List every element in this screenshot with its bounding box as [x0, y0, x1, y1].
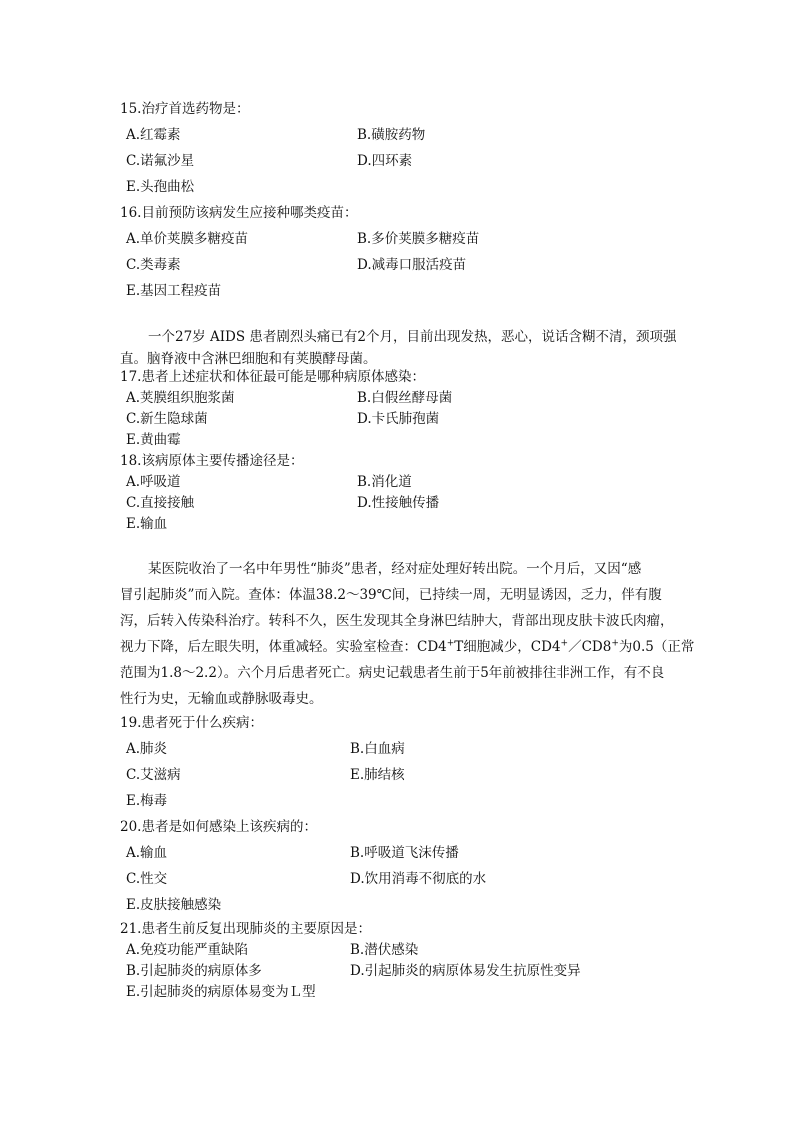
question-21-option-a: A.免疫功能严重缺陷 — [126, 942, 249, 958]
case-3-line-4-part-c: ／CD8 — [568, 639, 612, 655]
question-17-option-e: E.黄曲霉 — [126, 432, 181, 448]
question-21-option-e: E.引起肺炎的病原体易变为Ｌ型 — [126, 984, 316, 1000]
question-17-option-d: D.卡氏肺孢菌 — [357, 411, 440, 427]
case-3-line-4-part-d: 为0.5（正常 — [618, 639, 695, 655]
question-20-option-d: D.饮用消毒不彻底的水 — [350, 871, 487, 887]
question-21-option-b: B.潜伏感染 — [350, 942, 419, 958]
case-2-line-1: 一个27岁 AIDS 患者剧烈头痛已有2个月，目前出现发热，恶心，说话含糊不清，颈项强 — [148, 329, 677, 345]
question-16-option-a: A.单价荚膜多糖疫苗 — [126, 231, 249, 247]
question-18-option-c: C.直接接触 — [126, 495, 195, 511]
question-16-option-e: E.基因工程疫苗 — [126, 283, 222, 299]
question-19-option-a: A.肺炎 — [126, 741, 168, 757]
cd8-superscript: + — [611, 638, 619, 649]
question-20-option-b: B.呼吸道飞沫传播 — [350, 845, 459, 861]
case-3-line-3: 泻，后转入传染科治疗。转科不久，医生发现其全身淋巴结肿大，背部出现皮肤卡波氏肉瘤， — [120, 613, 674, 629]
question-16-option-b: B.多价荚膜多糖疫苗 — [357, 231, 480, 247]
question-17-option-b: B.白假丝酵母菌 — [357, 390, 453, 406]
case-paragraph-hiv-patient — [120, 556, 695, 712]
question-19-option-b: B.白血病 — [350, 741, 405, 757]
question-21-stem: 21.患者生前反复出现肺炎的主要原因是： — [120, 921, 371, 937]
case-3-line-6: 性行为史，无输血或静脉吸毒史。 — [120, 691, 323, 707]
question-21-option-d: D.引起肺炎的病原体易发生抗原性变异 — [350, 963, 581, 979]
question-15-option-d: D.四环素 — [357, 153, 413, 169]
case-3-line-4-part-a: 视力下降，后左眼失明，体重减轻。实验室检查：CD4 — [120, 639, 447, 655]
question-19-stem: 19.患者死于什么疾病： — [120, 715, 263, 731]
case-3-line-5: 范围为1.8～2.2）。六个月后患者死亡。病史记载患者生前于5年前被排往非洲工作，有不良 — [120, 665, 665, 681]
case-3-line-1: 某医院收治了一名中年男性“肺炎”患者，经对症处理好转出院。一个月后，又因“感 — [148, 561, 642, 577]
question-15-stem: 15.治疗首选药物是： — [120, 101, 250, 117]
question-19-option-c: C.艾滋病 — [126, 767, 181, 783]
case-3-line-4 — [120, 634, 695, 660]
question-16-option-d: D.减毒口服活疫苗 — [357, 257, 467, 273]
question-15-option-c: C.诺氟沙星 — [126, 153, 195, 169]
case-2-line-2: 直。脑脊液中含淋巴细胞和有荚膜酵母菌。 — [120, 351, 377, 367]
question-18-option-a: A.呼吸道 — [126, 474, 181, 490]
question-16-option-c: C.类毒素 — [126, 257, 181, 273]
question-18-stem: 18.该病原体主要传播途径是： — [120, 453, 304, 469]
case-3-line-2: 冒引起肺炎”而入院。查体：体温38.2～39℃间，已持续一周，无明显诱因，乏力，伴有腹 — [120, 587, 662, 603]
cd4-ratio-superscript: + — [560, 638, 569, 649]
question-16-stem: 16.目前预防该病发生应接种哪类疫苗： — [120, 205, 358, 221]
question-17-stem: 17.患者上述症状和体征最可能是哪种病原体感染： — [120, 369, 425, 385]
question-17-option-a: A.荚膜组织胞浆菌 — [126, 390, 235, 406]
question-15-option-b: B.磺胺药物 — [357, 127, 426, 143]
question-15-option-e: E.头孢曲松 — [126, 179, 195, 195]
question-20-option-e: E.皮肤接触感染 — [126, 897, 222, 913]
question-20-option-c: C.性交 — [126, 871, 168, 887]
question-18-option-e: E.输血 — [126, 516, 168, 532]
question-18-option-d: D.性接触传播 — [357, 495, 440, 511]
question-18-option-b: B.消化道 — [357, 474, 412, 490]
question-15-option-a: A.红霉素 — [126, 127, 181, 143]
question-20-option-a: A.输血 — [126, 845, 168, 861]
question-21-option-c: B.引起肺炎的病原体多 — [126, 963, 262, 979]
case-paragraph-aids-headache — [120, 326, 680, 370]
case-3-line-4-part-b: T细胞减少，CD4 — [454, 639, 561, 655]
question-20-stem: 20.患者是如何感染上该疾病的： — [120, 819, 317, 835]
question-19-option-d: E.肺结核 — [350, 767, 405, 783]
cd4-superscript: + — [446, 638, 455, 649]
question-17-option-c: C.新生隐球菌 — [126, 411, 208, 427]
question-19-option-e: E.梅毒 — [126, 793, 168, 809]
